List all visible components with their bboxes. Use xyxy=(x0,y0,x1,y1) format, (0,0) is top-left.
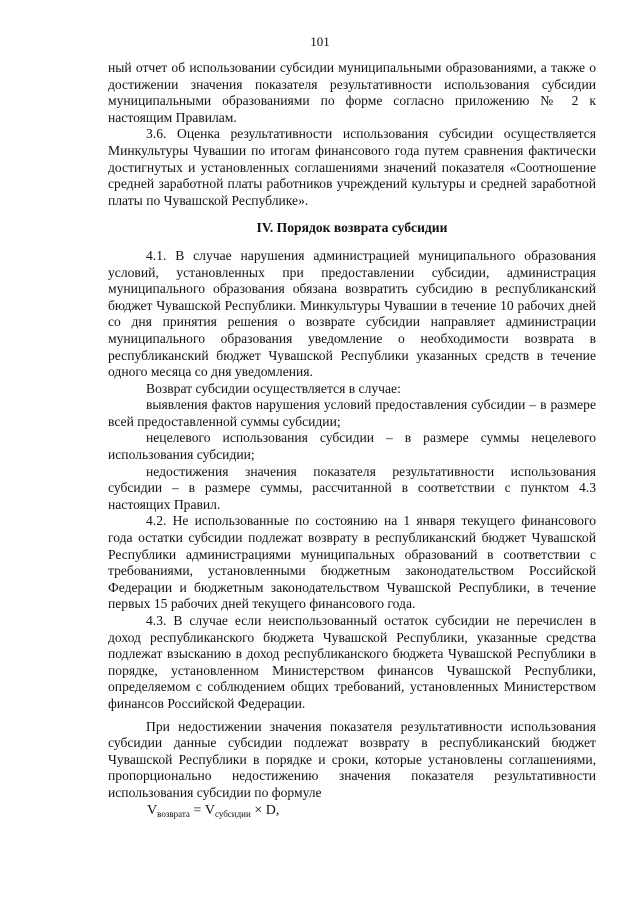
formula-lhs: V xyxy=(147,803,158,818)
section-heading: IV. Порядок возврата субсидии xyxy=(256,220,448,236)
page-number: 101 xyxy=(310,34,330,49)
paragraph-4-2: 4.2. Не использованные по состоянию на 1 января текущего финансового года остатки субсидии подлежат возврату в республиканский бюджет Чувашской Республики администрациями муниципальных образований в соответствии с требованиями, установленными бюджетным законодательством Российской Федерации и бюджетным законодательством Чувашской Республики, в течение первых 15 рабочих дней текущего финансового года. xyxy=(108,513,596,612)
list-item-violation: выявления фактов нарушения условий предоставления субсидии – в размере всей предоставленной суммы субсидии; xyxy=(108,397,596,429)
formula-lhs-subscript: возврата xyxy=(157,809,190,819)
paragraph-3-6: 3.6. Оценка результативности использования субсидии осуществляется Минкультуры Чувашии по итогам финансового года путем сравнения фактически достигнутых и установленных соглашениями значений показателя «Соотношение средней заработной платы работников учреждений культуры и средней заработной платы по Чувашской Республике». xyxy=(108,126,596,208)
formula-rhs-subscript: субсидии xyxy=(214,809,251,819)
paragraph-return-cases: Возврат субсидии осуществляется в случае: xyxy=(146,380,401,396)
paragraph-report-continuation: ный отчет об использовании субсидии муниципальными образованиями, а также о достижении значения показателя результативности использования субсидии муниципальными образованиями по форме согласно приложению № 2 к настоящим Правилам. xyxy=(108,60,596,125)
return-formula xyxy=(147,803,279,819)
paragraph-4-1: 4.1. В случае нарушения администрацией муниципального образования условий, установленных при предоставлении субсидии, администрация муниципального образования обязана возвратить субсидию в республиканский бюджет Чувашской Республики. Минкультуры Чувашии в течение 10 рабочих дней со дня принятия решения о возврате субсидии направляет администрации муниципального образования уведомление о необходимости возврата в республиканский бюджет Чувашской Республики указанных средств в течение одного месяца со дня уведомления. xyxy=(108,247,596,380)
list-item-misuse: нецелевого использования субсидии – в размере суммы нецелевого использования субсидии; xyxy=(108,430,596,463)
formula-rhs: V xyxy=(204,803,215,818)
list-item-underachievement: недостижения значения показателя результативности использования субсидии – в размере суммы, рассчитанной в соответствии с пунктом 4.3 настоящих Правил. xyxy=(108,463,596,512)
paragraph-4-3: 4.3. В случае если неиспользованный остаток субсидии не перечислен в доход республиканского бюджета Чувашской Республики, указанные средства подлежат взысканию в доход республиканского бюджета Чувашской Республики в порядке, установленном Министерством финансов Чувашской Республики, определяемом с соблюдением общих требований, установленных Министерством финансов Российской Федерации. xyxy=(108,613,596,711)
document-body xyxy=(108,60,596,802)
formula-equals: = xyxy=(189,803,205,818)
formula-tail: × D, xyxy=(250,803,280,818)
paragraph-formula-intro: При недостижении значения показателя результативности использования субсидии данные субсидии подлежат возврату в республиканский бюджет Чувашской Республики в порядке и сроки, которые установлены соглашениями, пропорционально недостижению значения показателя результативности использования субсидии по формуле xyxy=(108,718,596,800)
